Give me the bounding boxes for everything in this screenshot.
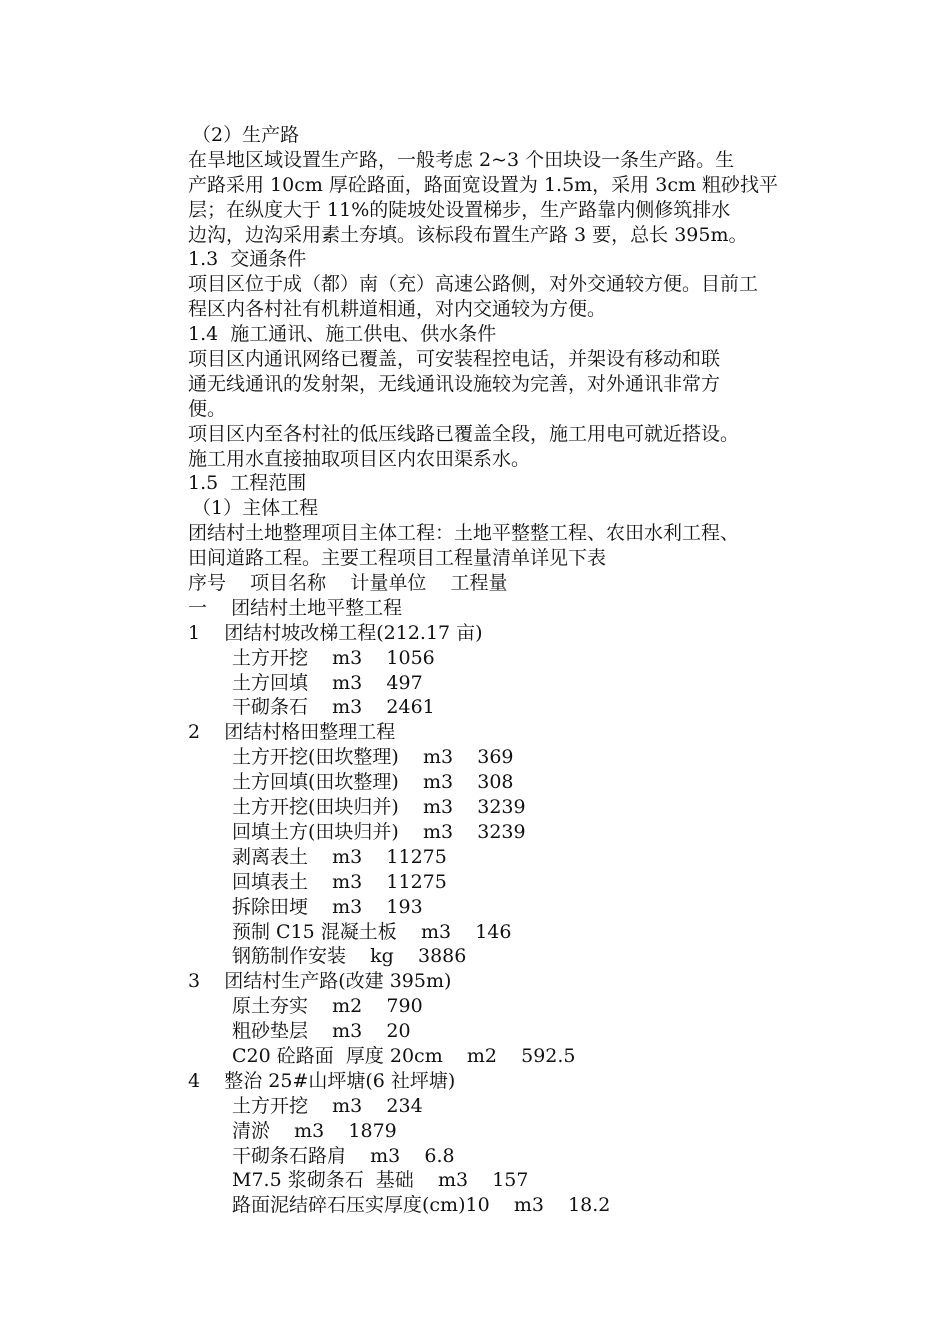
table-row: 土方开挖 m3 234 [232, 1094, 423, 1117]
table-row: 土方开挖(田坎整理) m3 369 [232, 746, 514, 769]
table-row: 土方开挖 m3 1056 [232, 646, 435, 669]
text-line: 边沟，边沟采用素土夯填。该标段布置生产路 3 要，总长 395m。 [188, 223, 748, 246]
text-line: 1 团结村坡改梯工程(212.17 亩) [188, 621, 483, 644]
text-line: 程区内各村社有机耕道相通，对内交通较为方便。 [188, 298, 607, 321]
table-row: 土方开挖(田块归并) m3 3239 [232, 796, 526, 819]
table-row: 土方回填(田坎整理) m3 308 [232, 771, 514, 794]
text-line: 通无线通讯的发射架，无线通讯设施较为完善，对外通讯非常方 [188, 372, 721, 395]
text-line: 1.4 施工通讯、施工供电、供水条件 [188, 323, 497, 346]
text-line: 2 团结村格田整理工程 [188, 721, 396, 744]
table-row: 钢筋制作安装 kg 3886 [232, 945, 467, 968]
table-row: 粗砂垫层 m3 20 [232, 1020, 411, 1043]
table-row: 清淤 m3 1879 [232, 1119, 397, 1142]
text-line: 序号 项目名称 计量单位 工程量 [188, 572, 508, 595]
table-row: 预制 C15 混凝土板 m3 146 [232, 920, 512, 943]
table-row: 土方回填 m3 497 [232, 671, 423, 694]
text-line: （1）主体工程 [192, 497, 319, 520]
text-line: 项目区位于成（都）南（充）高速公路侧，对外交通较方便。目前工 [188, 273, 759, 296]
text-line: 项目区内通讯网络已覆盖，可安装程控电话，并架设有移动和联 [188, 348, 721, 371]
text-line: 一 团结村土地平整工程 [188, 596, 403, 619]
table-row: 剥离表土 m3 11275 [232, 845, 447, 868]
table-row: 拆除田埂 m3 193 [232, 895, 423, 918]
text-line: 团结村土地整理项目主体工程：土地平整整工程、农田水利工程、 [188, 522, 740, 545]
table-row: M7.5 浆砌条石 基础 m3 157 [232, 1169, 529, 1192]
text-line: （2）生产路 [192, 124, 300, 146]
table-row: 原土夯实 m2 790 [232, 995, 423, 1018]
table-row: 回填土方(田块归并) m3 3239 [232, 820, 526, 843]
table-row: C20 砼路面 厚度 20cm m2 592.5 [232, 1044, 576, 1067]
text-line: 便。 [188, 397, 227, 420]
text-line: 田间道路工程。主要工程项目工程量清单详见下表 [188, 547, 607, 570]
text-line: 产路采用 10cm 厚砼路面，路面宽设置为 1.5m，采用 3cm 粗砂找平 [188, 173, 779, 196]
text-line: 项目区内至各村社的低压线路已覆盖全段，施工用电可就近搭设。 [188, 422, 740, 445]
text-line: 1.3 交通条件 [188, 248, 307, 271]
table-row: 回填表土 m3 11275 [232, 870, 447, 893]
text-line: 4 整治 25#山坪塘(6 社坪塘) [188, 1069, 456, 1092]
table-row: 路面泥结碎石压实厚度(cm)10 m3 18.2 [232, 1194, 611, 1217]
text-line: 层；在纵度大于 11%的陡坡处设置梯步，生产路靠内侧修筑排水 [188, 198, 731, 221]
table-row: 干砌条石 m3 2461 [232, 696, 435, 719]
text-line: 3 团结村生产路(改建 395m) [188, 970, 452, 993]
document-body [188, 123, 828, 1218]
text-line: 1.5 工程范围 [188, 472, 307, 495]
text-line: 在旱地区域设置生产路，一般考虑 2~3 个田块设一条生产路。生 [188, 148, 735, 171]
text-line: 施工用水直接抽取项目区内农田渠系水。 [188, 447, 531, 470]
table-row: 干砌条石路肩 m3 6.8 [232, 1144, 455, 1167]
